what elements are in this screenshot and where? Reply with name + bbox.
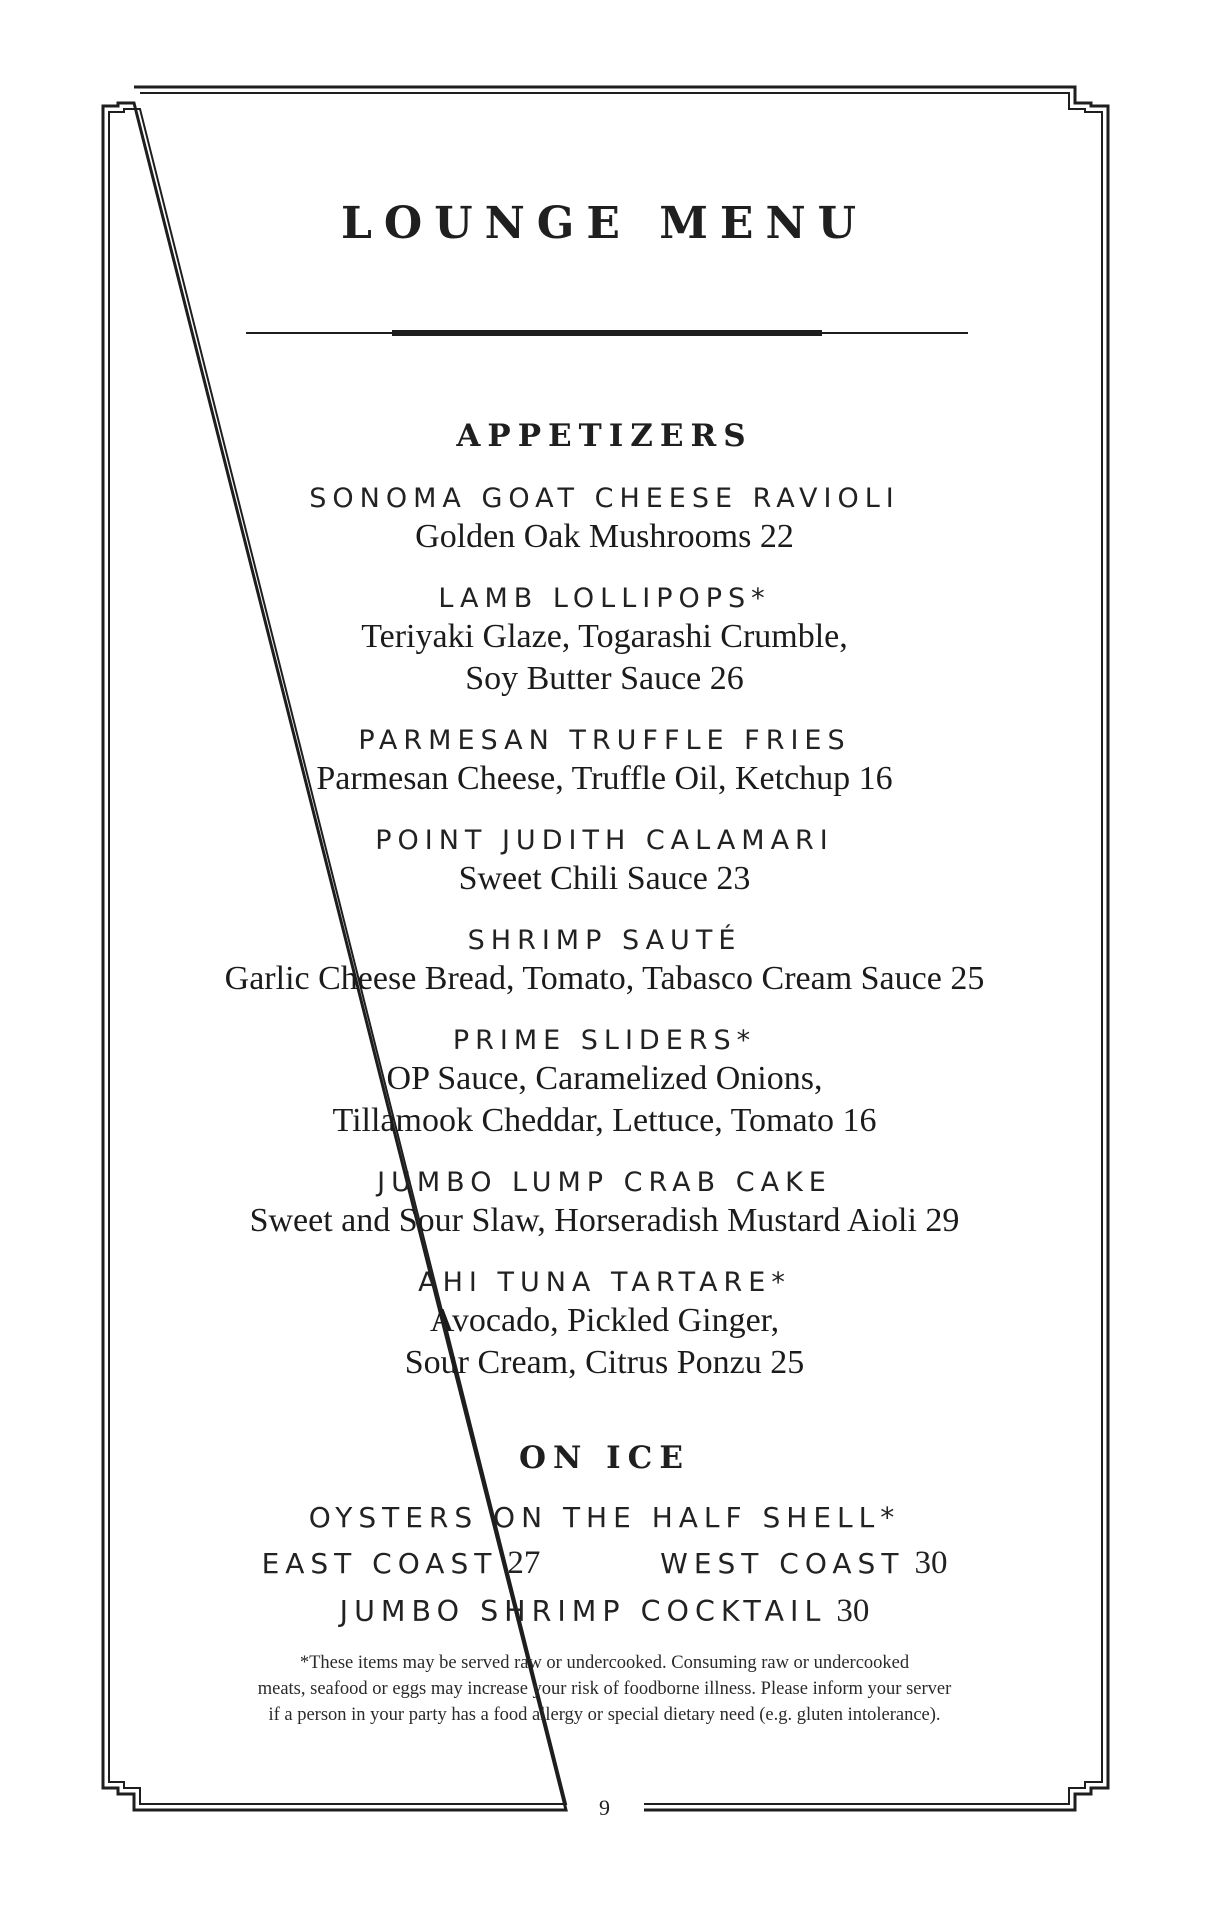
item-description: Avocado, Pickled Ginger,: [429, 1302, 780, 1339]
item-description: Soy Butter Sauce 26: [465, 660, 744, 697]
item-name: LAMB LOLLIPOPS*: [438, 583, 771, 614]
disclaimer-line: if a person in your party has a food allergy or special dietary need (e.g. gluten intolerance).: [268, 1705, 941, 1725]
item-description: OP Sauce, Caramelized Onions,: [386, 1060, 823, 1097]
raw-food-disclaimer: [230, 1650, 979, 1728]
appetizers-list: [0, 482, 1209, 1408]
list-item: [0, 582, 1209, 700]
item-name: PARMESAN TRUFFLE FRIES: [358, 725, 851, 756]
shrimp-cocktail-label: JUMBO SHRIMP COCKTAIL: [339, 1595, 827, 1628]
list-item: [0, 724, 1209, 800]
oyster-prices-row: [0, 1545, 1209, 1582]
item-name: JUMBO LUMP CRAB CAKE: [377, 1167, 832, 1198]
oysters-heading: OYSTERS ON THE HALF SHELL*: [308, 1501, 901, 1534]
list-item: [0, 824, 1209, 900]
list-item: [0, 1166, 1209, 1242]
section-heading-appetizers: APPETIZERS: [456, 418, 753, 454]
section-heading-on-ice: ON ICE: [519, 1440, 690, 1476]
list-item: [0, 482, 1209, 558]
item-name: PRIME SLIDERS*: [452, 1025, 757, 1056]
item-description: Garlic Cheese Bread, Tomato, Tabasco Cream Sauce 25: [224, 960, 985, 997]
item-description: Sweet and Sour Slaw, Horseradish Mustard Aioli 29: [249, 1202, 960, 1239]
item-description: Sweet Chili Sauce 23: [458, 860, 751, 897]
item-name: POINT JUDITH CALAMARI: [375, 825, 834, 856]
east-coast-value: 27: [507, 1545, 541, 1581]
item-description: Sour Cream, Citrus Ponzu 25: [404, 1344, 805, 1381]
item-description: Golden Oak Mushrooms 22: [415, 518, 794, 555]
west-coast-price: [660, 1545, 947, 1582]
west-coast-label: WEST COAST: [660, 1547, 905, 1580]
shrimp-cocktail-row: [0, 1593, 1209, 1630]
list-item: [0, 924, 1209, 1000]
page-number: 9: [599, 1795, 610, 1820]
disclaimer-line: meats, seafood or eggs may increase your risk of foodborne illness. Please inform your server: [257, 1679, 952, 1699]
item-name: SONOMA GOAT CHEESE RAVIOLI: [309, 483, 900, 514]
item-description: Tillamook Cheddar, Lettuce, Tomato 16: [332, 1102, 877, 1139]
list-item: [0, 1266, 1209, 1384]
disclaimer-line: *These items may be served raw or undercooked. Consuming raw or undercooked: [299, 1653, 910, 1673]
item-description: Teriyaki Glaze, Togarashi Crumble,: [361, 618, 848, 655]
west-coast-value: 30: [914, 1545, 948, 1581]
item-name: SHRIMP SAUTÉ: [467, 925, 742, 956]
east-coast-price: [262, 1545, 541, 1582]
item-name: AHI TUNA TARTARE*: [418, 1267, 791, 1298]
page-title: LOUNGE MENU: [340, 198, 869, 249]
item-description: Parmesan Cheese, Truffle Oil, Ketchup 16: [316, 760, 893, 797]
list-item: [0, 1024, 1209, 1142]
shrimp-cocktail-price: 30: [836, 1593, 870, 1629]
east-coast-label: EAST COAST: [261, 1547, 498, 1580]
